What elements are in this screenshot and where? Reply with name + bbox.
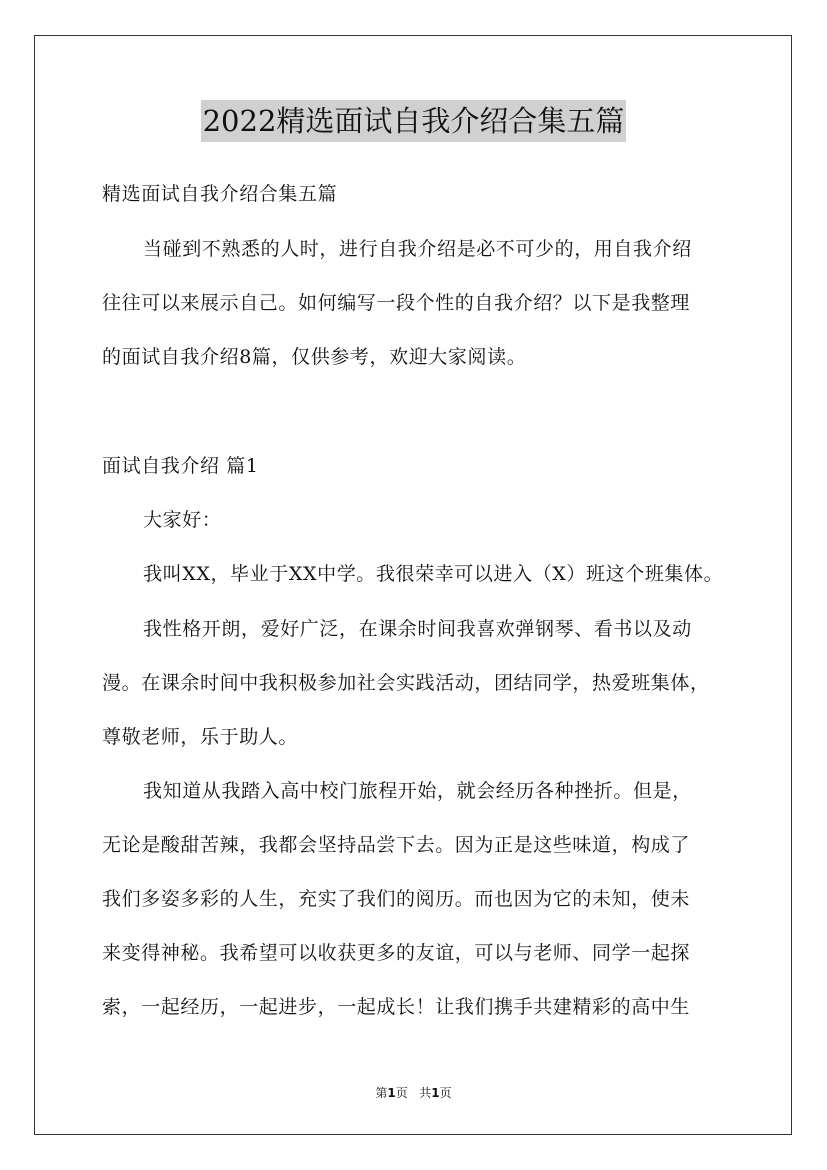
page-total: 1 <box>431 1086 440 1100</box>
page-footer <box>0 1084 827 1101</box>
section-heading: 面试自我介绍 篇1 <box>102 455 259 477</box>
greeting: 大家好： <box>143 509 222 531</box>
intro-line-3: 的面试自我介绍8篇，仅供参考，欢迎大家阅读。 <box>102 346 527 368</box>
body-line-2: 我性格开朗，爱好广泛，在课余时间我喜欢弹钢琴、看书以及动 <box>143 618 692 640</box>
body-line-5: 我知道从我踏入高中校门旅程开始，就会经历各种挫折。但是， <box>143 780 692 802</box>
body-line-7: 我们多姿多彩的人生，充实了我们的阅历。而也因为它的未知，使未 <box>102 888 691 910</box>
body-line-6: 无论是酸甜苦辣，我都会坚持品尝下去。因为正是这些味道，构成了 <box>102 834 691 856</box>
page-prefix: 第 <box>375 1086 388 1100</box>
body-line-8: 来变得神秘。我希望可以收获更多的友谊，可以与老师、同学一起探 <box>102 942 691 964</box>
total-prefix: 共 <box>419 1086 432 1100</box>
document-title-wrap <box>0 100 827 142</box>
total-suffix: 页 <box>439 1086 452 1100</box>
body-line-9: 索，一起经历，一起进步，一起成长！让我们携手共建精彩的高中生 <box>102 996 691 1018</box>
body-line-3: 漫。在课余时间中我积极参加社会实践活动，团结同学，热爱班集体， <box>102 672 710 694</box>
document-subtitle: 精选面试自我介绍合集五篇 <box>102 183 338 205</box>
page-current: 1 <box>387 1086 396 1100</box>
document-title: 2022精选面试自我介绍合集五篇 <box>201 100 627 142</box>
intro-line-2: 往往可以来展示自己。如何编写一段个性的自我介绍？以下是我整理 <box>102 292 691 314</box>
body-line-1: 我叫XX，毕业于XX中学。我很荣幸可以进入（X）班这个班集体。 <box>143 563 724 585</box>
intro-line-1: 当碰到不熟悉的人时，进行自我介绍是必不可少的，用自我介绍 <box>143 238 692 260</box>
body-line-4: 尊敬老师，乐于助人。 <box>102 726 299 748</box>
page-suffix: 页 <box>395 1086 408 1100</box>
